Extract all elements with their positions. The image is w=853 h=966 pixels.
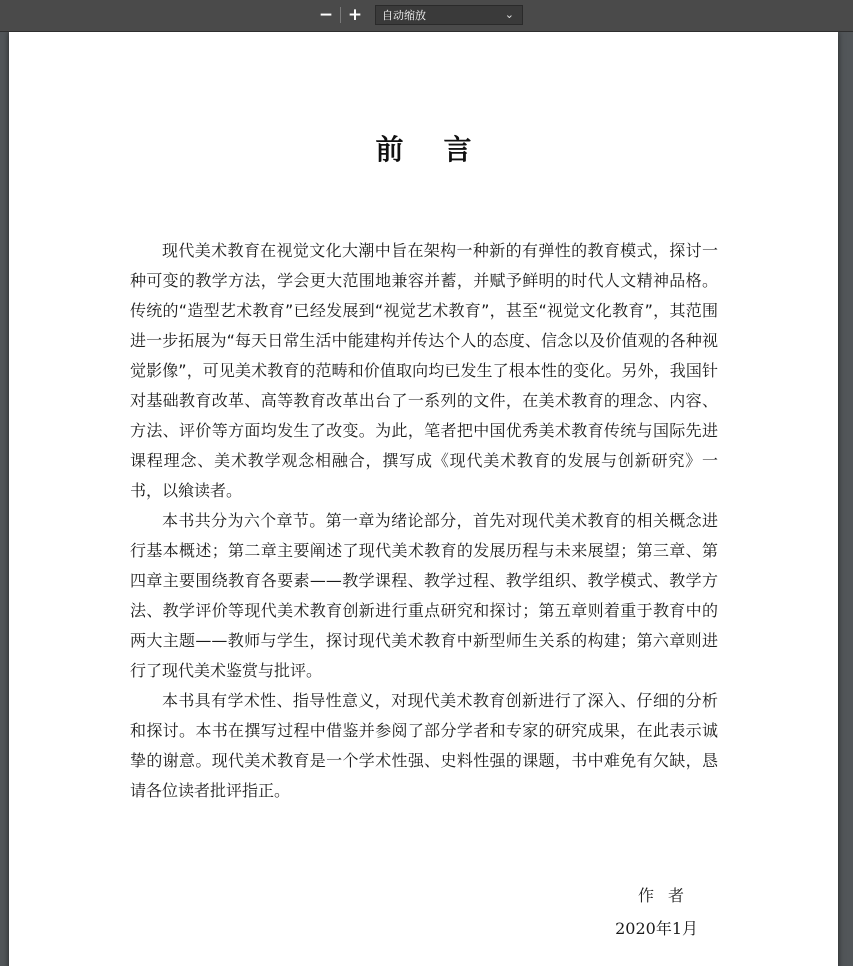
- author-signature: 作者: [637, 886, 698, 905]
- page-title: 前言: [375, 133, 512, 166]
- preface-body: [130, 236, 718, 806]
- paragraph-3: 本书具有学术性、指导性意义，对现代美术教育创新进行了深入、仔细的分析和探讨。本书在撰写过程中借鉴并参阅了部分学者和专家的研究成果，在此表示诚挚的谢意。现代美术教育是一个学术性强、史料性强的课题，书中难免有欠缺，恳请各位读者批评指正。: [130, 691, 718, 800]
- pdf-toolbar: [0, 0, 853, 32]
- document-viewer[interactable]: [0, 32, 853, 966]
- toolbar-separator: [340, 7, 341, 23]
- zoom-select-value: 自动缩放: [382, 9, 426, 22]
- signature-date: 2020年1月: [615, 919, 698, 938]
- chevron-down-icon: ⌄: [504, 8, 514, 21]
- zoom-select[interactable]: [375, 5, 523, 25]
- zoom-controls: [314, 4, 523, 26]
- document-page: [9, 32, 838, 966]
- paragraph-2: 本书共分为六个章节。第一章为绪论部分，首先对现代美术教育的相关概念进行基本概述；第二章主要阐述了现代美术教育的发展历程与未来展望；第三章、第四章主要围绕教育各要素——教学课程、教学过程、教学组织、教学模式、教学方法、教学评价等现代美术教育创新进行重点研究和探讨；第五章则着重于教育中的两大主题——教师与学生，探讨现代美术教育中新型师生关系的构建；第六章则进行了现代美术鉴赏与批评。: [130, 511, 718, 680]
- zoom-out-button[interactable]: −: [318, 5, 334, 25]
- paragraph-1: 现代美术教育在视觉文化大潮中旨在架构一种新的有弹性的教育模式，探讨一种可变的教学方法，学会更大范围地兼容并蓄，并赋予鲜明的时代人文精神品格。传统的“造型艺术教育”已经发展到“视觉艺术教育”，甚至“视觉文化教育”，其范围进一步拓展为“每天日常生活中能建构并传达个人的态度、信念以及价值观的各种视觉影像”，可见美术教育的范畴和价值取向均已发生了根本性的变化。另外，我国针对基础教育改革、高等教育改革出台了一系列的文件，在美术教育的理念、内容、方法、评价等方面均发生了改变。为此，笔者把中国优秀美术教育传统与国际先进课程理念、美术教学观念相融合，撰写成《现代美术教育的发展与创新研究》一书，以飨读者。: [130, 241, 718, 500]
- zoom-in-button[interactable]: +: [347, 5, 363, 25]
